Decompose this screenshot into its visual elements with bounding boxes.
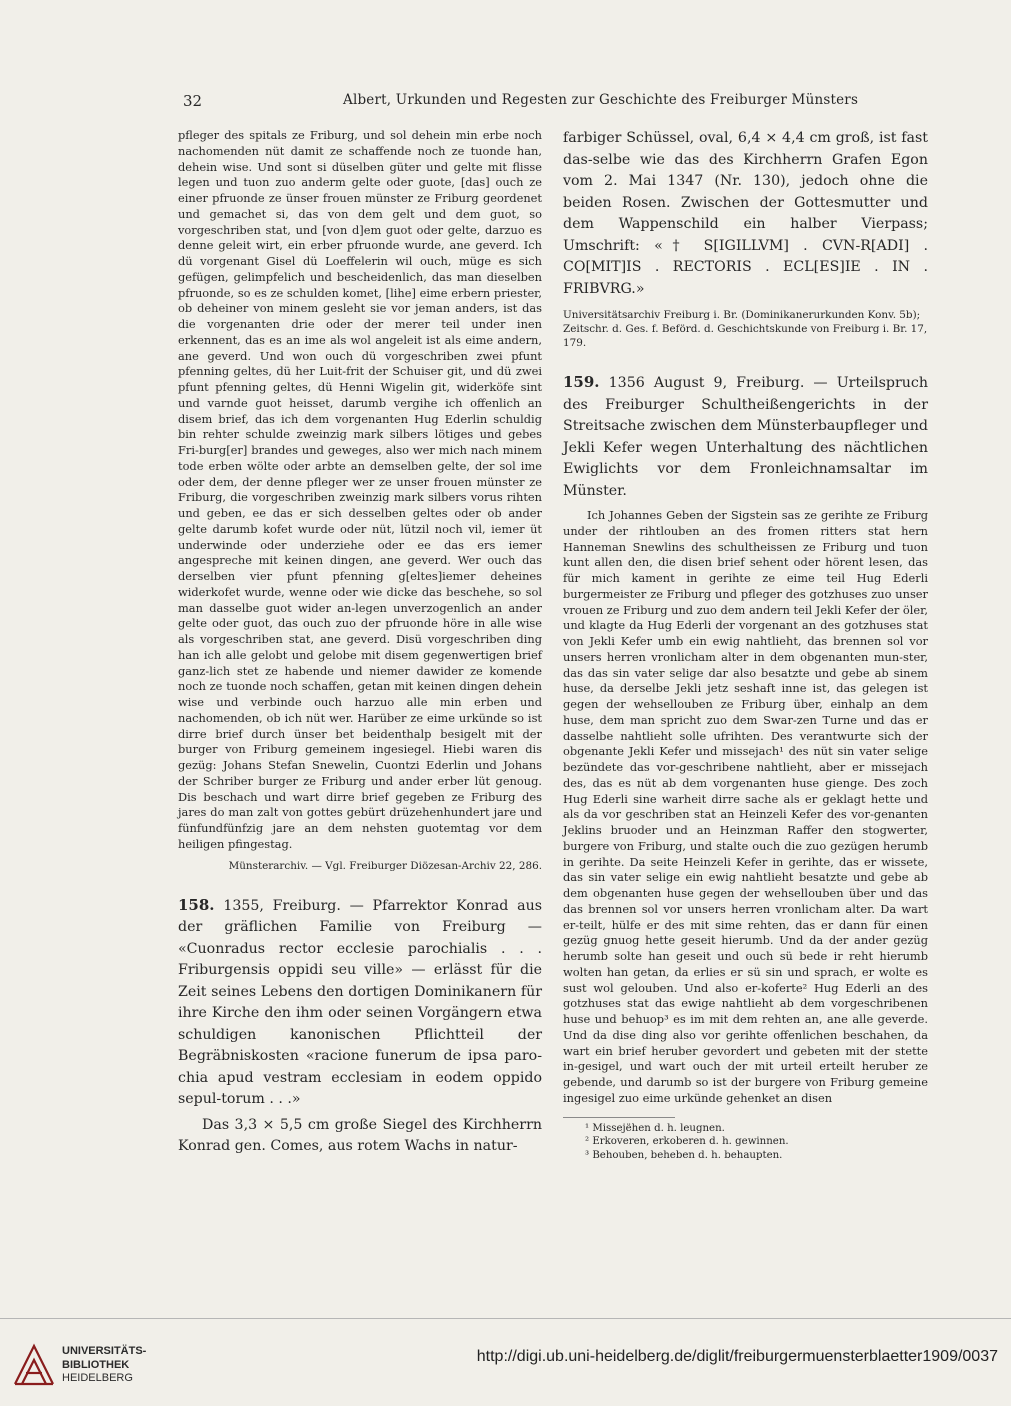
running-title: Albert, Urkunden und Regesten zur Geschichte des Freiburger Münsters [343,92,859,108]
charter-text-continued: pfleger des spitals ze Friburg, und sol dehein min erbe noch nachomenden nüt damit ze schaffende noch ze tuonde han, dehein wise. Und sont si düselben güter und gelte mit flisse legen und tuon zuo anderm gelte oder guote, [das] ouch ze einer pfruonde ze ünser frouen münster ze Friburg geordenet und gemachet si, das von dem gelt und dem guot, so vorgeschriben stat, und [von d]em guot oder gelte, darzuo es denne geleit wirt, ein erber pfruonde wurde, ane geverd. Ich dü vorgenant Gisel dü Loeffelerin wil ouch, müge es sich gefügen, gelimpfelich und bescheidenlich, das man dieselben pfruonde, so es ze schulden komet, [lihe] eime erbern priester, ob deheiner von minem gesleht sie vor jeman anders, ist das die vorgenanten drie oder der merer teil under inen erkennent, das es an ime als wol angeleit ist als eime andern, ane geverd. Und won ouch dü vorgeschriben zwei pfunt pfenning geltes, dü her Luit-frit der Schuiser git, und dü zwei pfunt pfenning geltes, dü Henni Wigelin git, widerköfe sint und varnde guot heisset, darumb vergihe ich offenlich an disem brief, das ich dem vorgenanten Hug Ederlin schuldig bin rehter schulde zweinzig mark silbers lötiges und gebes Fri-burg[er] brandes und geweges, also wer mich nach minem tode erben wölte oder arbte an demselben gelte, der sol ime oder dem, der denne pfleger wer ze unser frouen münster ze Friburg, die vorgeschriben zweinzig mark silbers vorus rihten und geben, ee das er sich desselben geltes oder ob ander gelte darumb kofet wurde oder nüt, lützil noch vil, iemer üt underwinde oder underziehe oder ee das ers iemer angespreche mit keinen dingen, ane geverd. Wer ouch das derselben vier pfunt pfenning g[eltes]iemer deheines widerkofet wurde, wenne oder wie dicke das beschehe, so sol man dasselbe guot wider an-legen unverzogenlich an ander gelte oder guot, das ouch zuo der pfruonde höre in alle wise als vorgeschriben stat, ane geverd. Disü vorgeschriben ding han ich alle gelobt und gelobe mit disem gegenwertigen brief ganz-lich stet ze habende und niemer dawider ze komende noch ze tuonde noch schaffen, getan mit keinen dingen dehein wise und verbinde ouch harzuo alle min erben und nachomenden, ob ich nüt wer. Harüber ze eime urkünde so ist dirre brief durch ünser bet beidenthalp besigelt mit der burger von Friburg gemeinem ingesiegel. Hiebi waren dis gezüg: Johans Stefan Snewelin, Cuontzi Ederlin und Johans der Schriber burger ze Friburg und ander erber lüt genoug. Dis beschach und wart dirre brief gegeben ze Friburg des jares do man zalt von gottes gebürt drüzehenhundert jare und fünfundfünfzig jare an dem nehsten guotemtag vor dem heiligen pfingestag. [178,128,542,851]
library-name-line: BIBLIOTHEK [62,1358,130,1371]
regest-text: 1355, Freiburg. — Pfarrektor Konrad aus der gräflichen Familie von Freiburg — «Cuonradus rector ecclesie parochialis . . . Friburgensis oppidi seu ville» — erlässt für die Zeit seines Lebens den dortigen Dominikanern für ihre Kirche den ihm oder seinen Vorgängern etwa schuldigen kanonischen Pflichtteil der Begräbniskosten «racione funerum de ipsa paro-chia apud vestram ecclesiam in eodem oppido sepul-torum . . .» [178,897,542,1107]
source-citation: Münsterarchiv. — Vgl. Freiburger Diözesan-Archiv 22, 286. [228,859,542,872]
source-citation: Universitätsarchiv Freiburg i. Br. (Dominikanerurkunden Konv. 5b); Zeitschr. d. Ges. f. Beförd. d. Geschichtskunde von Freiburg i. Br. 17, 179. [563,309,928,349]
seal-description: Das 3,3 × 5,5 cm große Siegel des Kirchherrn Konrad gen. Comes, aus rotem Wachs in natur- [178,1116,542,1154]
footnote: ² Erkoveren, erkoberen d. h. gewinnen. [585,1136,789,1147]
page-number: 32 [183,92,203,110]
regest-text: 1356 August 9, Freiburg. — Urteilspruch des Freiburger Schultheißengerichts in der Streitsache zwischen dem Münsterbaupfleger und Jekli Kefer wegen Unterhaltung des nächtlichen Ewiglichts vor dem Fronleichnamsaltar im Münster. [563,375,928,499]
left-column [178,128,542,1158]
regest-number: 158. [178,895,215,914]
footnote: ³ Behouben, beheben d. h. behaupten. [585,1149,783,1161]
source-url-link[interactable]: http://digi.ub.uni-heidelberg.de/diglit/freiburgermuensterblaetter1909/0037 [476,1348,998,1365]
footer-divider [0,1318,1011,1319]
library-name-line: HEIDELBERG [62,1372,133,1384]
regest-number: 159. [563,373,600,391]
regest-159 [563,372,928,502]
regest-158 [178,895,542,1111]
footnote: ¹ Missejëhen d. h. leugnen. [585,1122,725,1134]
library-logo-icon [12,1343,56,1387]
seal-description-continued: farbiger Schüssel, oval, 6,4 × 4,4 cm groß, ist fast das-selbe wie das des Kirchherrn Grafen Egon vom 2. Mai 1347 (Nr. 130), jedoch ohne die beiden Rosen. Zwischen der Gottesmutter und dem Wappenschild ein halber Vierpass; Umschrift: «† S[IGILLVM] . CVN-R[ADI] . CO[MIT]IS . RECTORIS . ECL[ES]IE . IN . FRIBVRG.» [563,130,928,297]
right-column [563,128,928,1162]
library-name-line: UNIVERSITÄTS- [62,1345,147,1357]
library-name [62,1345,146,1386]
judgment-text: Ich Johannes Geben der Sigstein sas ze gerihte ze Friburg under der rihtlouben an des fromen ritters stat hern Hanneman Snewlins des schultheissen ze Friburg und tuon kunt allen den, die disen brief sehent oder hörent lesen, das für mich kament in gerihte ze eime teil Hug Ederli burgermeister ze Friburg und pfleger des gotzhuses zuo unser vrouen ze Friburg und zuo dem andern teil Jekli Kefer der öler, und klagte da Hug Ederli der vorgenant an des gotzhuses stat von Jekli Kefer umb ein ewig nahtlieht, das brennen sol vor unsers herren vronlicham alter in dem obgenanten mun-ster, das das sin vater selige dar also besatzte und gebe ab sinem huse, da derselbe Jekli jetz seshaft inne ist, das gelegen ist gegen der wehsellouben ze Friburg über, einhalp an dem huse, dem man spricht zuo dem Swar-zen Turne und das er dasselbe nahtlieht solle ufrihten. Des verantwurte sich der obgenante Jekli Kefer und missejach¹ des nüt sin vater selige bezündete das vor-geschribene nahtlieht, aber er missejach des, das es nüt ab dem vorgenanten huse gienge. Des zoch Hug Ederli sine warheit dirre sache als er geklagt hette und als da vor geschriben stat an Heinzeli Kefer des vor-genanten Jeklins bruoder und an Heinzman Raffer den stogwerter, burgere von Friburg, und stalte ouch die zuo gezügen herumb in gerihte. Da seite Heinzeli Kefer in gerihte, das er wissete, das sin vater selige ein ewig nahtlieht besatzte und gebe ab dem obgenanten huse gegen der wehsellouben über und das das brennen sol vor unsers herren vronlicham alter. Da wart er-teilt, hülfe er des mit sime rehten, das er dann für einen gezüg gnuog hette geseit hierumb. Und da der ander gezüg herumb solte han geseit und ouch sü bede ir reht hierumb wolten han getan, da erlies er sü sin und sprach, er wolte es sust wol gelouben. Und also er-koferte² Hug Ederli an des gotzhuses stat das ewige nahtlieht ab dem vorgeschribenen huse und behuop³ es im mit dem rehten an, ane alle geverde. Und da dise ding also vor gerihte offenlichen beschahen, da wart ein brief heruber gevordert und gebeten mit der stette in-gesigel, und wart ouch der mit urteil erteilt heruber ze gebende, und darumb so ist der burgere von Friburg gemeine ingesigel zuo eime urkünde gehenket an disen [563,508,928,1105]
